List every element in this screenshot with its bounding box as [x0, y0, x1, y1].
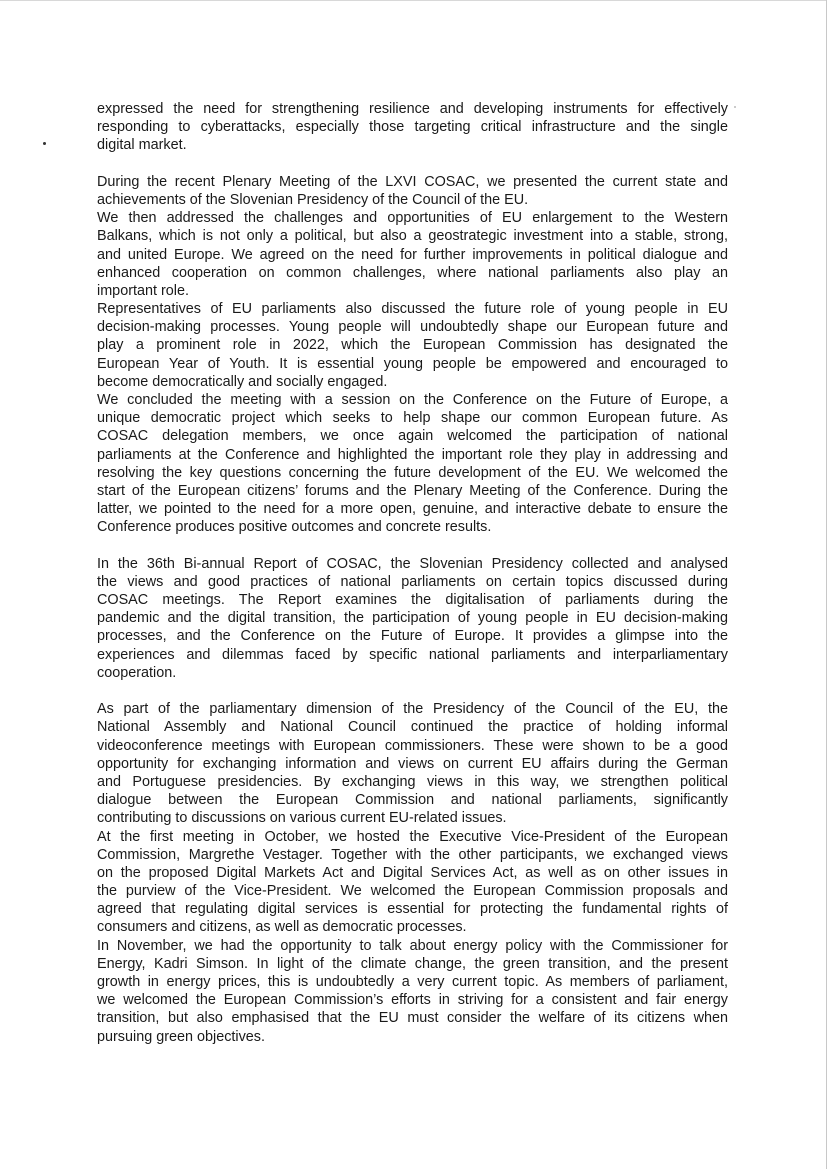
- paragraph-simson-meeting: [97, 937, 728, 1046]
- text-line: parliaments at the Conference and highlighted the important role they play in addressing and: [97, 446, 728, 463]
- scan-speck-mark: [734, 106, 736, 108]
- text-line: We concluded the meeting with a session on the Conference on the Future of Europe, a: [97, 392, 728, 408]
- paragraph-parliamentary-dimension: [97, 700, 728, 827]
- text-line: responding to cyberattacks, especially those targeting critical infrastructure and the single: [97, 119, 728, 136]
- text-line: and Portuguese presidencies. By exchanging views in this way, we strengthen political: [97, 773, 728, 790]
- paragraph-young-people: [97, 300, 728, 391]
- text-line: COSAC delegation members, we once again welcomed the participation of national: [97, 428, 728, 445]
- paragraph-future-of-europe: [97, 391, 728, 537]
- text-line: videoconference meetings with European commissioners. These were shown to be a good: [97, 737, 728, 754]
- text-line: As part of the parliamentary dimension of the Presidency of the Council of the EU, the: [97, 701, 728, 718]
- text-line: achievements of the Slovenian Presidency of the Council of the EU.: [97, 191, 529, 208]
- text-line: pandemic and the digital transition, the participation of young people in EU decision-making: [97, 610, 728, 627]
- document-body: [97, 100, 728, 1046]
- text-line: cooperation.: [97, 664, 177, 681]
- text-line: agreed that regulating digital services is essential for protecting the fundamental rights of: [97, 901, 728, 918]
- text-line: In the 36th Bi-annual Report of COSAC, the Slovenian Presidency collected and analysed: [97, 555, 728, 572]
- text-line: important role.: [97, 282, 189, 299]
- text-line: European Year of Youth. It is essential young people be empowered and encouraged to: [97, 355, 728, 372]
- paragraph-enlargement: [97, 209, 728, 300]
- text-line: digital market.: [97, 137, 187, 154]
- text-line: enhanced cooperation on common challenges, where national parliaments also play an: [97, 264, 728, 281]
- text-line: processes, and the Conference on the Future of Europe. It provides a glimpse into the: [97, 628, 728, 645]
- text-line: Energy, Kadri Simson. In light of the climate change, the green transition, and the present: [97, 955, 728, 972]
- text-line: pursuing green objectives.: [97, 1028, 265, 1045]
- paragraph-vestager-meeting: [97, 828, 728, 937]
- text-line: we welcomed the European Commission’s efforts in striving for a consistent and fair energy: [97, 992, 728, 1009]
- text-line: Commission, Margrethe Vestager. Together with the other participants, we exchanged views: [97, 846, 728, 863]
- text-line: opportunity for exchanging information and views on current EU affairs during the German: [97, 755, 728, 772]
- text-line: latter, we pointed to the need for a more open, genuine, and interactive debate to ensure the: [97, 501, 728, 518]
- scan-speck-mark: [43, 142, 46, 145]
- paragraph-cyber-resilience: [97, 100, 728, 155]
- text-line: resolving the key questions concerning the future development of the EU. We welcomed the: [97, 464, 728, 481]
- text-line: In November, we had the opportunity to talk about energy policy with the Commissioner for: [97, 937, 728, 954]
- paragraph-biannual-report: [97, 555, 728, 682]
- text-line: unique democratic project which seeks to help shape our common European future. As: [97, 410, 728, 427]
- text-line: the views and good practices of national parliaments on certain topics discussed during: [97, 573, 728, 590]
- text-line: play a prominent role in 2022, which the European Commission has designated the: [97, 337, 728, 354]
- text-line: During the recent Plenary Meeting of the LXVI COSAC, we presented the current state and: [97, 173, 728, 190]
- text-line: Balkans, which is not only a political, but also a geostrategic investment into a stable, strong,: [97, 228, 728, 245]
- text-line: We then addressed the challenges and opportunities of EU enlargement to the Western: [97, 210, 728, 227]
- text-line: growth in energy prices, this is undoubtedly a very current topic. As members of parliament,: [97, 974, 728, 990]
- text-line: At the first meeting in October, we hosted the Executive Vice-President of the European: [97, 828, 728, 845]
- paragraph-cosac-plenary: [97, 173, 728, 209]
- text-line: become democratically and socially engaged.: [97, 373, 388, 390]
- text-line: consumers and citizens, as well as democratic processes.: [97, 919, 467, 936]
- text-line: transition, but also emphasised that the EU must consider the welfare of its citizens when: [97, 1010, 728, 1027]
- text-line: contributing to discussions on various current EU-related issues.: [97, 810, 507, 827]
- text-line: COSAC meetings. The Report examines the digitalisation of parliaments during the: [97, 592, 728, 609]
- text-line: expressed the need for strengthening resilience and developing instruments for effectively: [97, 101, 728, 117]
- text-line: Representatives of EU parliaments also discussed the future role of young people in EU: [97, 301, 728, 318]
- text-line: on the proposed Digital Markets Act and Digital Services Act, as well as on other issues in: [97, 864, 728, 881]
- text-line: and united Europe. We agreed on the need for further improvements in political dialogue and: [97, 246, 728, 263]
- page-top-edge: [0, 0, 827, 1]
- text-line: dialogue between the European Commission and national parliaments, significantly: [97, 792, 728, 809]
- text-line: Conference produces positive outcomes and concrete results.: [97, 519, 492, 536]
- text-line: experiences and dilemmas faced by specific national parliaments and interparliamentary: [97, 646, 728, 663]
- text-line: National Assembly and National Council continued the practice of holding informal: [97, 719, 728, 736]
- text-line: start of the European citizens’ forums and the Plenary Meeting of the Conference. During the: [97, 482, 728, 499]
- text-line: decision-making processes. Young people will undoubtedly shape our European future and: [97, 319, 728, 336]
- text-line: the purview of the Vice-President. We welcomed the European Commission proposals and: [97, 883, 728, 900]
